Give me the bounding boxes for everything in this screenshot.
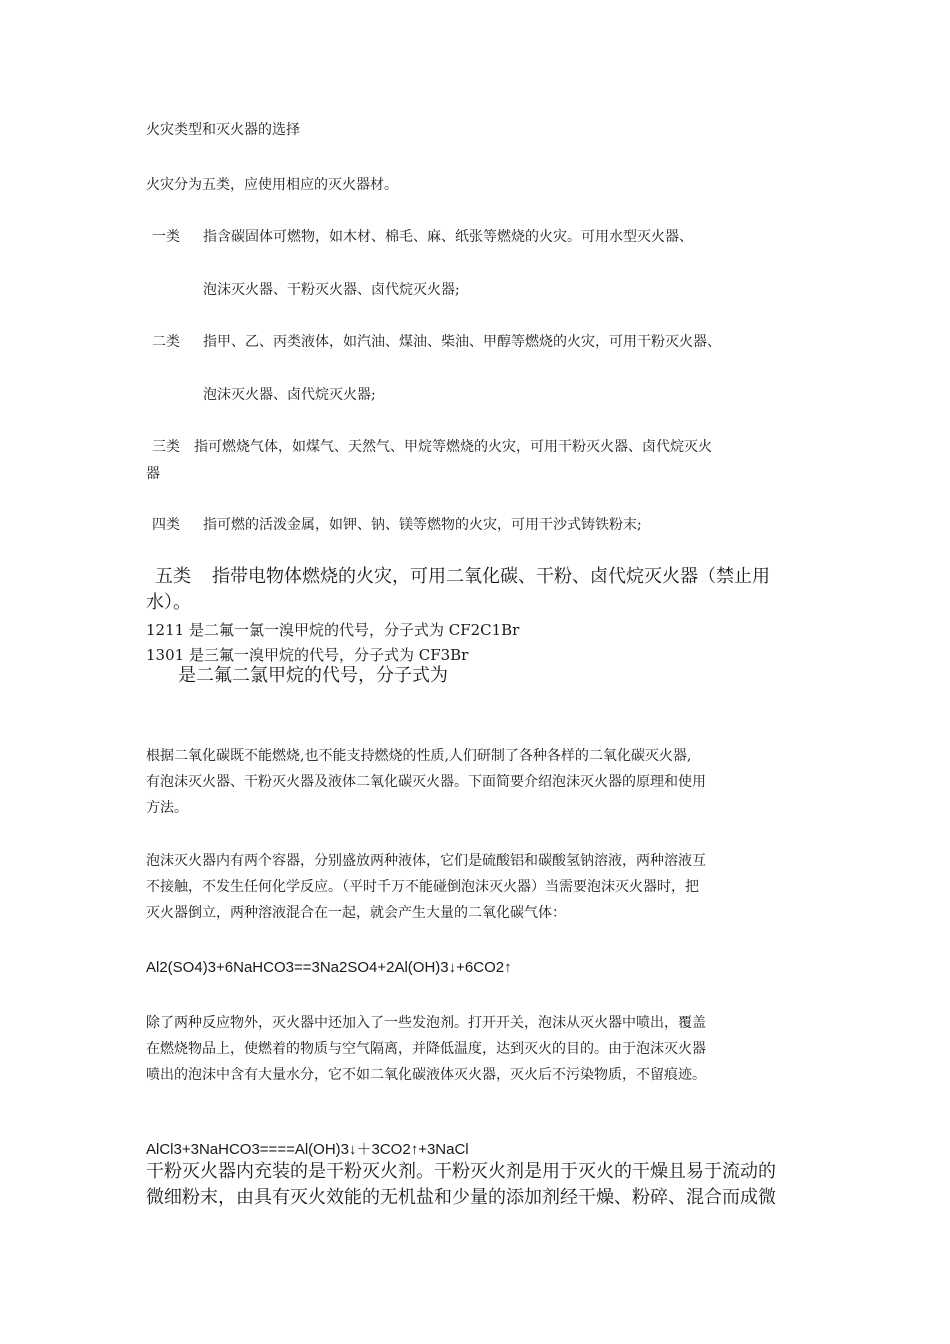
halon-fragment-text: 是二氟二氯甲烷的代号，分子式为 bbox=[178, 665, 448, 686]
class-1-label: 一类 bbox=[152, 229, 180, 245]
paragraph-foam-extinguisher bbox=[146, 848, 811, 926]
paragraph-co2-intro bbox=[146, 743, 811, 821]
paragraph-line: 不接触，不发生任何化学反应。（平时千万不能碰倒泡沫灭火器）当需要泡沫灭火器时，把 bbox=[146, 879, 699, 895]
reaction-equation-1: Al2(SO4)3+6NaHCO3==3Na2SO4+2Al(OH)3↓+6CO2↑ bbox=[146, 959, 512, 976]
class-1-line1: 指含碳固体可燃物，如木材、棉毛、麻、纸张等燃烧的火灾。可用水型灭火器、 bbox=[203, 229, 693, 245]
paragraph-line: 除了两种反应物外，灭火器中还加入了一些发泡剂。打开开关，泡沫从灭火器中喷出，覆盖 bbox=[146, 1015, 706, 1031]
class-3-line2: 器 bbox=[146, 466, 160, 482]
class-2-label: 二类 bbox=[152, 334, 180, 350]
paragraph-foaming-agent bbox=[146, 1010, 811, 1088]
paragraph-line: 灭火器倒立，两种溶液混合在一起，就会产生大量的二氧化碳气体： bbox=[146, 905, 566, 921]
class-2-line2: 泡沫灭火器、卤代烷灭火器; bbox=[203, 387, 376, 403]
halon-1301-text: 1301 是三氟一溴甲烷的代号，分子式为 CF3Br bbox=[146, 646, 469, 664]
paragraph-dry-powder-line2: 微细粉末，由具有灭火效能的无机盐和少量的添加剂经干燥、粉碎、混合而成微 bbox=[146, 1187, 776, 1208]
document-title: 火灾类型和灭火器的选择 bbox=[146, 122, 300, 138]
class-1-line2: 泡沫灭火器、干粉灭火器、卤代烷灭火器; bbox=[203, 282, 460, 298]
class-5-line2: 水）。 bbox=[146, 592, 191, 613]
class-4-label: 四类 bbox=[152, 517, 180, 533]
paragraph-line: 根据二氧化碳既不能燃烧,也不能支持燃烧的性质,人们研制了各种各样的二氧化碳灭火器, bbox=[146, 748, 692, 764]
paragraph-line: 方法。 bbox=[146, 800, 188, 816]
paragraph-line: 喷出的泡沫中含有大量水分，它不如二氧化碳液体灭火器，灭火后不污染物质，不留痕迹。 bbox=[146, 1067, 706, 1083]
intro-text: 火灾分为五类，应使用相应的灭火器材。 bbox=[146, 177, 398, 193]
class-5-label: 五类 bbox=[155, 566, 191, 587]
paragraph-line: 泡沫灭火器内有两个容器，分别盛放两种液体，它们是硫酸铝和碳酸氢钠溶液，两种溶液互 bbox=[146, 853, 706, 869]
class-3-label: 三类 bbox=[152, 439, 180, 455]
paragraph-line: 在燃烧物品上，使燃着的物质与空气隔离，并降低温度，达到灭火的目的。由于泡沫灭火器 bbox=[146, 1041, 706, 1057]
class-5-line1: 指带电物体燃烧的火灾，可用二氧化碳、干粉、卤代烷灭火器（禁止用 bbox=[212, 566, 770, 587]
class-2-line1: 指甲、乙、丙类液体，如汽油、煤油、柴油、甲醇等燃烧的火灾，可用干粉灭火器、 bbox=[203, 334, 721, 350]
paragraph-line: 有泡沫灭火器、干粉灭火器及液体二氧化碳灭火器。下面简要介绍泡沫灭火器的原理和使用 bbox=[146, 774, 706, 790]
reaction-equation-2: AlCl3+3NaHCO3====Al(OH)3↓＋3CO2↑+3NaCl bbox=[146, 1141, 469, 1158]
class-4-line1: 指可燃的活泼金属，如钾、钠、镁等燃物的火灾，可用干沙式铸铁粉末; bbox=[203, 517, 642, 533]
halon-1211-text: 1211 是二氟一氯一溴甲烷的代号，分子式为 CF2C1Br bbox=[146, 621, 520, 639]
class-3-line1: 指可燃烧气体，如煤气、天然气、甲烷等燃烧的火灾，可用干粉灭火器、卤代烷灭火 bbox=[194, 439, 712, 455]
paragraph-dry-powder-line1: 干粉灭火器内充装的是干粉灭火剂。干粉灭火剂是用于灭火的干燥且易于流动的 bbox=[146, 1161, 776, 1182]
